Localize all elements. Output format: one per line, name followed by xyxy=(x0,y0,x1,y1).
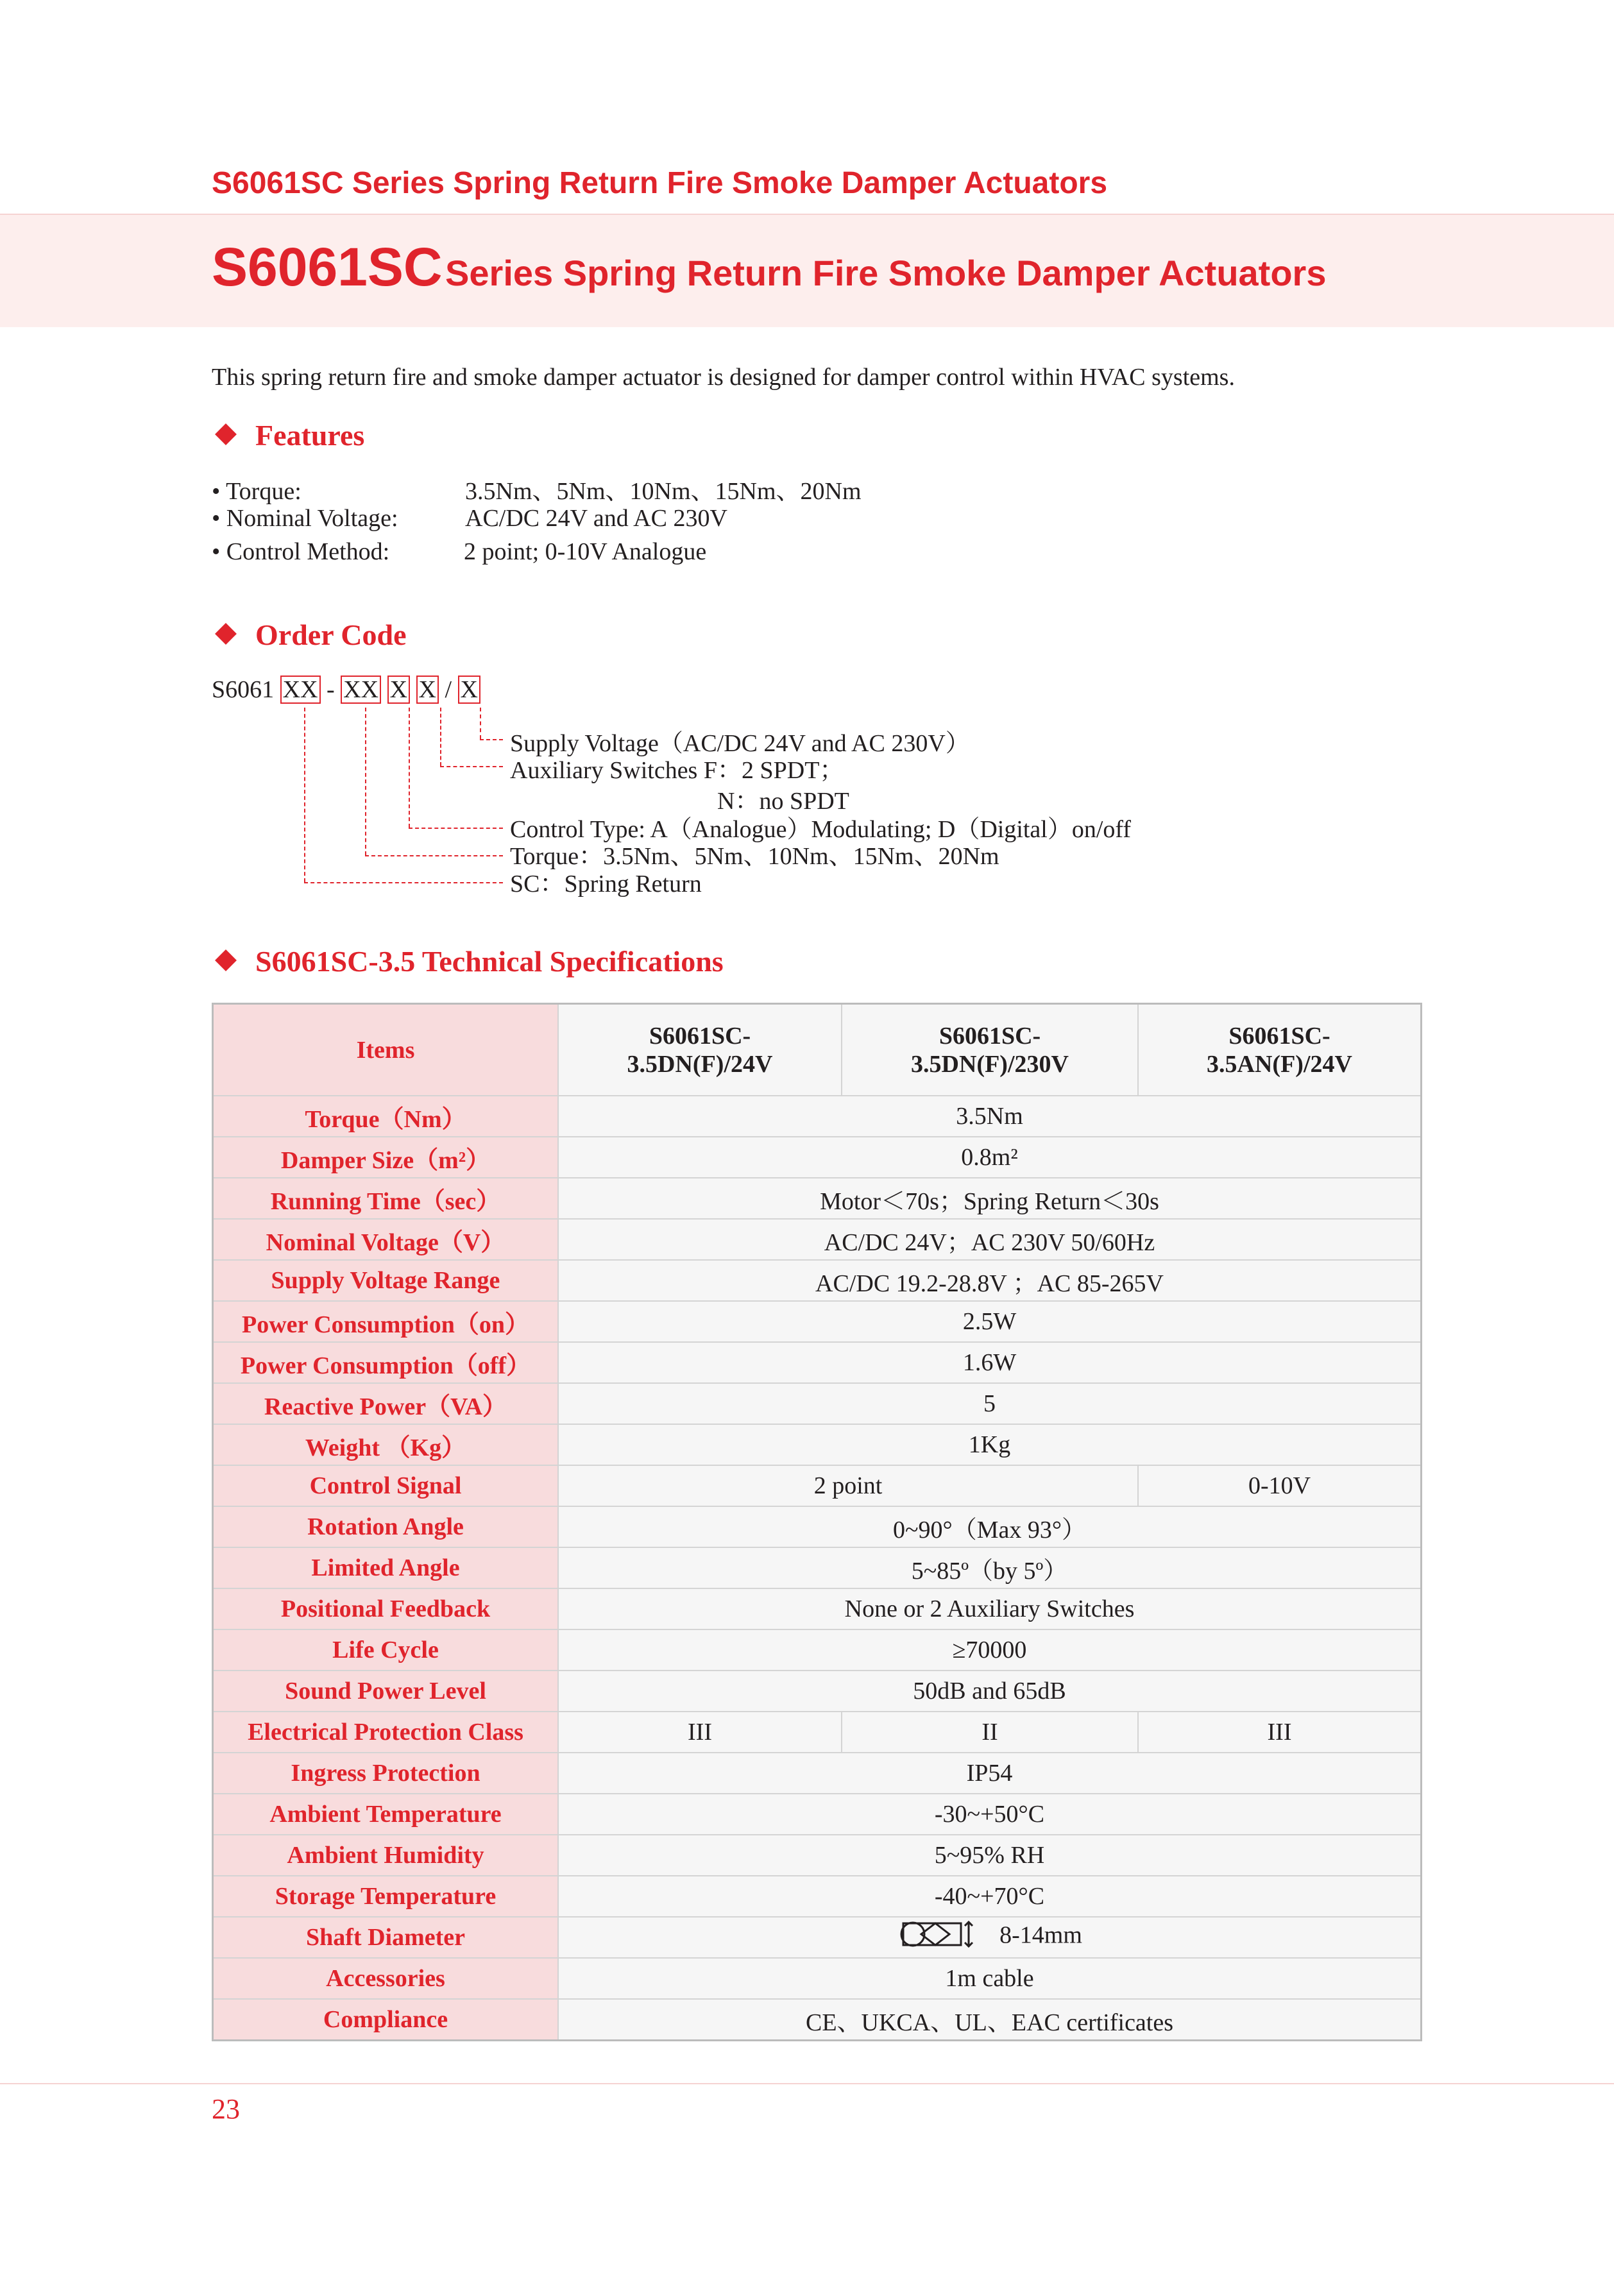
order-code-string: S6061 XX - XX X X / X xyxy=(212,676,480,704)
diamond-bullet-icon xyxy=(215,423,237,445)
table-row: Reactive Power（VA） 5 xyxy=(213,1383,1422,1424)
legend-supply-voltage: Supply Voltage（AC/DC 24V and AC 230V） xyxy=(510,730,970,757)
table-row: Running Time（sec） Motor＜70s；Spring Return＜30s xyxy=(213,1178,1422,1219)
table-row: Supply Voltage Range AC/DC 19.2-28.8V ；AC 85-265V xyxy=(213,1260,1422,1301)
footer-divider xyxy=(0,2083,1614,2084)
table-row: Life Cycle ≥70000 xyxy=(213,1629,1422,1671)
table-row: Shaft Diameter 8-14mm xyxy=(213,1917,1422,1958)
header-model-2: S6061SC- 3.5DN(F)/230V xyxy=(842,1004,1138,1096)
code-box-sc: XX xyxy=(280,676,321,704)
table-row: Nominal Voltage（V） AC/DC 24V；AC 230V 50/60Hz xyxy=(213,1219,1422,1260)
shaft-diameter-cell: 8-14mm xyxy=(558,1917,1422,1958)
feature-torque: • Torque: 3.5Nm、5Nm、10Nm、15Nm、20Nm xyxy=(212,478,862,505)
order-code-heading: Order Code xyxy=(212,618,407,652)
shaft-profile-icon xyxy=(897,1918,974,1957)
header-model-3: S6061SC- 3.5AN(F)/24V xyxy=(1138,1004,1422,1096)
leader-line-aux xyxy=(440,708,441,766)
table-header-row xyxy=(213,1004,1422,1096)
table-row: Compliance CE、UKCA、UL、EAC certificates xyxy=(213,1999,1422,2041)
intro-text: This spring return fire and smoke damper actuator is designed for damper control within HVAC systems. xyxy=(212,364,1235,391)
leader-line-sc-h xyxy=(304,882,503,883)
table-row: Damper Size（m²） 0.8m² xyxy=(213,1137,1422,1178)
spec-table xyxy=(212,1003,1422,2041)
code-box-aux: X xyxy=(416,676,439,704)
table-row: Accessories 1m cable xyxy=(213,1958,1422,1999)
diamond-bullet-icon xyxy=(215,623,237,645)
leader-line-torque xyxy=(365,708,366,855)
table-row: Ambient Temperature -30~+50°C xyxy=(213,1794,1422,1835)
legend-torque: Torque：3.5Nm、5Nm、10Nm、15Nm、20Nm xyxy=(510,843,999,870)
leader-line-control xyxy=(409,708,410,828)
feature-control-method: • Control Method: 2 point; 0-10V Analogue xyxy=(212,538,707,565)
legend-spring-return: SC：Spring Return xyxy=(510,871,702,897)
title-rest: Series Spring Return Fire Smoke Damper Actuators xyxy=(445,253,1327,293)
table-row: Limited Angle 5~85º（by 5º） xyxy=(213,1547,1422,1588)
table-row: Sound Power Level 50dB and 65dB xyxy=(213,1671,1422,1712)
legend-no-spdt: N：no SPDT xyxy=(717,788,849,815)
leader-line-torque-h xyxy=(365,855,503,856)
table-row: Positional Feedback None or 2 Auxiliary Switches xyxy=(213,1588,1422,1629)
diamond-bullet-icon xyxy=(215,949,237,971)
code-box-control: X xyxy=(387,676,410,704)
leader-line-supply xyxy=(480,708,481,739)
code-box-supply: X xyxy=(458,676,480,704)
table-row: Weight （Kg） 1Kg xyxy=(213,1424,1422,1465)
table-row: Power Consumption（on） 2.5W xyxy=(213,1301,1422,1342)
table-row: Control Signal 2 point 0-10V xyxy=(213,1465,1422,1506)
table-row: Storage Temperature -40~+70°C xyxy=(213,1876,1422,1917)
page-title xyxy=(212,236,1326,298)
legend-control-type: Control Type: A（Analogue）Modulating; D（Digital）on/off xyxy=(510,816,1132,843)
header-items: Items xyxy=(213,1004,559,1096)
legend-aux-switches: Auxiliary Switches F：2 SPDT； xyxy=(510,757,844,784)
title-model: S6061SC xyxy=(212,237,443,297)
specs-heading: S6061SC-3.5 Technical Specifications xyxy=(212,944,724,978)
table-row: Ambient Humidity 5~95% RH xyxy=(213,1835,1422,1876)
page-number: 23 xyxy=(212,2093,240,2125)
feature-nominal-voltage: • Nominal Voltage: AC/DC 24V and AC 230V xyxy=(212,505,727,532)
leader-line-aux-h xyxy=(440,766,503,767)
code-box-torque: XX xyxy=(341,676,381,704)
table-row: Electrical Protection Class III II III xyxy=(213,1712,1422,1753)
header-model-1: S6061SC- 3.5DN(F)/24V xyxy=(558,1004,842,1096)
leader-line-supply-h xyxy=(480,739,503,740)
table-row: Power Consumption（off） 1.6W xyxy=(213,1342,1422,1383)
table-row: Ingress Protection IP54 xyxy=(213,1753,1422,1794)
running-header: S6061SC Series Spring Return Fire Smoke Damper Actuators xyxy=(212,166,1108,200)
leader-line-control-h xyxy=(409,828,503,829)
features-heading: Features xyxy=(212,418,364,452)
table-row: Torque（Nm） 3.5Nm xyxy=(213,1096,1422,1137)
table-row: Rotation Angle 0~90°（Max 93°） xyxy=(213,1506,1422,1547)
leader-line-sc xyxy=(304,708,305,882)
